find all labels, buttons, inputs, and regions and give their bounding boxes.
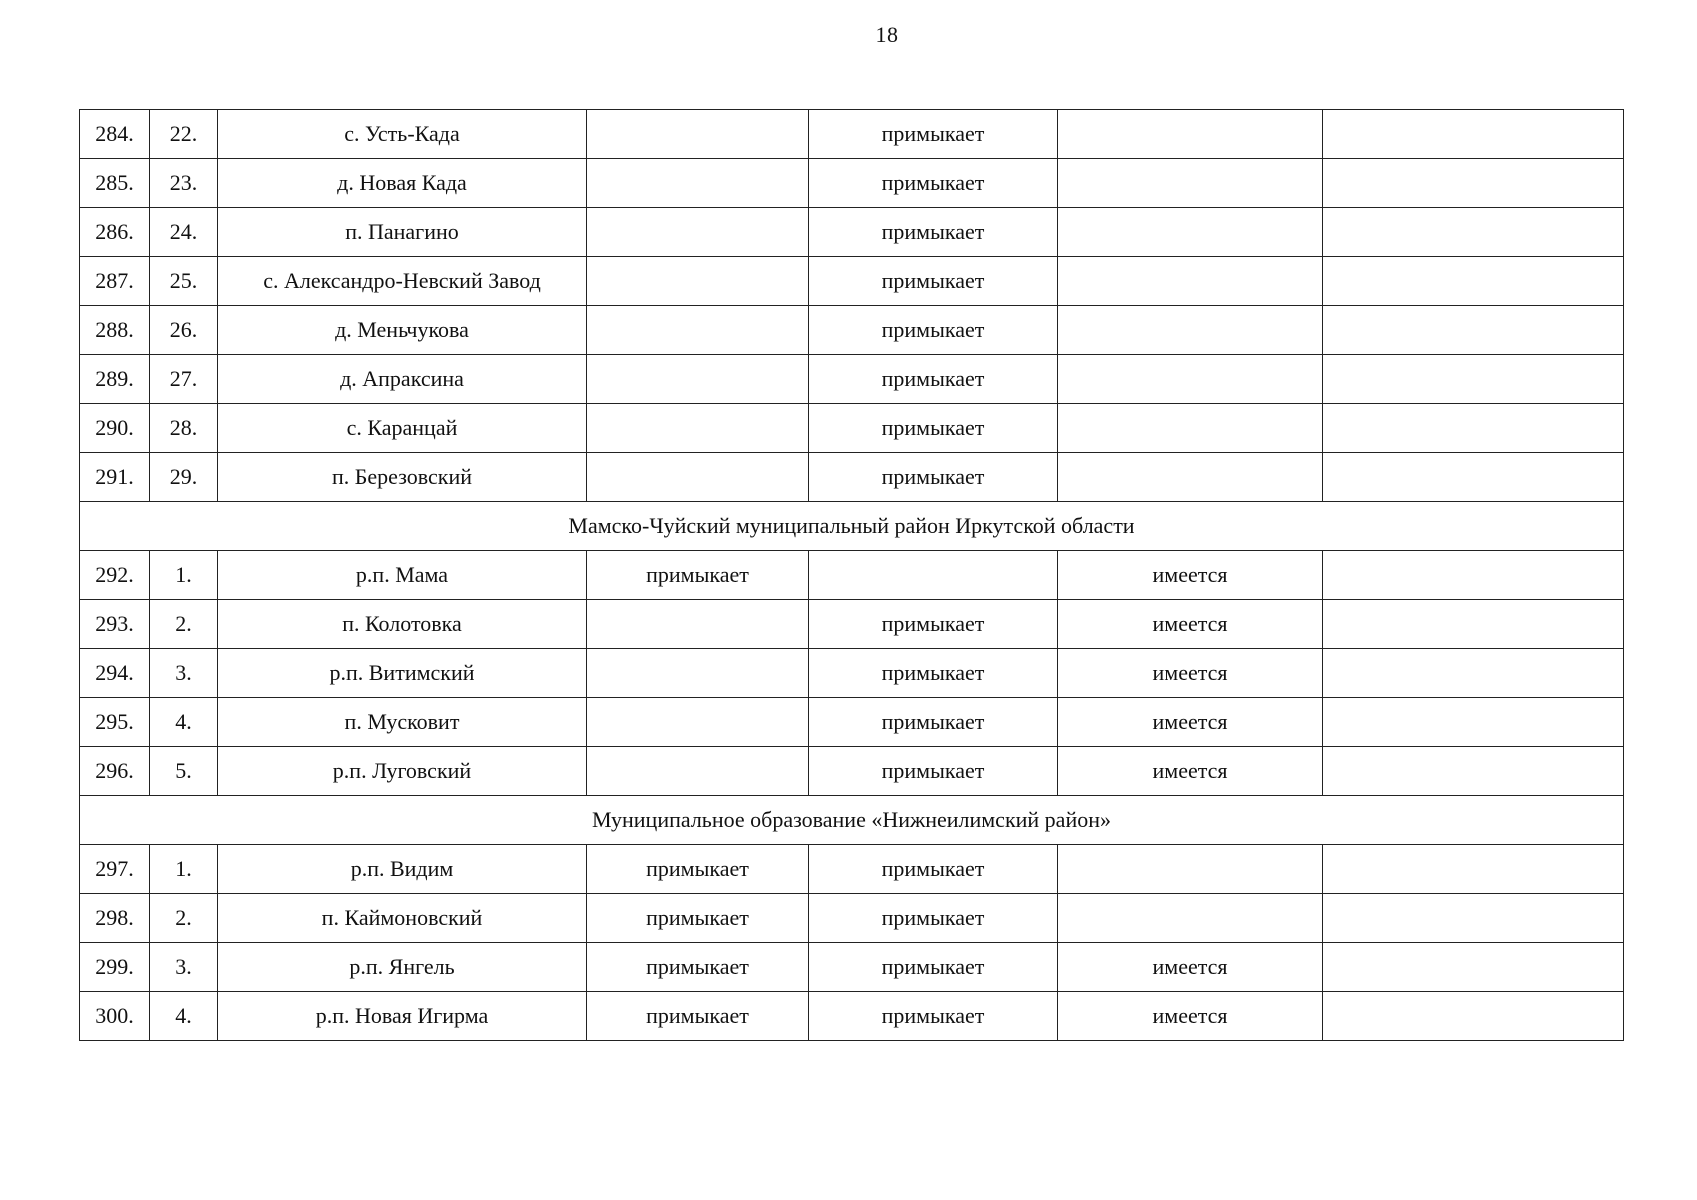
cell-col5: примыкает xyxy=(809,698,1058,747)
table-row xyxy=(80,306,1624,355)
settlement-name: р.п. Мама xyxy=(218,551,587,600)
cell-col6: имеется xyxy=(1058,551,1323,600)
table-row xyxy=(80,355,1624,404)
cell-col5: примыкает xyxy=(809,600,1058,649)
table-row xyxy=(80,845,1624,894)
settlement-name: р.п. Витимский xyxy=(218,649,587,698)
table-row xyxy=(80,257,1624,306)
sub-number: 5. xyxy=(150,747,218,796)
cell-col6 xyxy=(1058,159,1323,208)
row-number: 288. xyxy=(80,306,150,355)
cell-col6 xyxy=(1058,355,1323,404)
sub-number: 1. xyxy=(150,551,218,600)
cell-col7 xyxy=(1323,649,1624,698)
cell-col7 xyxy=(1323,453,1624,502)
cell-col4 xyxy=(587,355,809,404)
cell-col5: примыкает xyxy=(809,992,1058,1041)
row-number: 287. xyxy=(80,257,150,306)
settlement-name: с. Александро-Невский Завод xyxy=(218,257,587,306)
cell-col7 xyxy=(1323,600,1624,649)
cell-col5: примыкает xyxy=(809,894,1058,943)
cell-col6 xyxy=(1058,894,1323,943)
cell-col6: имеется xyxy=(1058,943,1323,992)
table-row xyxy=(80,747,1624,796)
table-row xyxy=(80,698,1624,747)
cell-col5: примыкает xyxy=(809,208,1058,257)
cell-col4 xyxy=(587,208,809,257)
row-number: 299. xyxy=(80,943,150,992)
settlements-table xyxy=(79,109,1624,1041)
cell-col7 xyxy=(1323,306,1624,355)
cell-col4 xyxy=(587,110,809,159)
cell-col6 xyxy=(1058,845,1323,894)
cell-col7 xyxy=(1323,208,1624,257)
sub-number: 4. xyxy=(150,698,218,747)
cell-col4: примыкает xyxy=(587,894,809,943)
row-number: 290. xyxy=(80,404,150,453)
cell-col6 xyxy=(1058,208,1323,257)
row-number: 296. xyxy=(80,747,150,796)
cell-col4 xyxy=(587,159,809,208)
settlement-name: п. Каймоновский xyxy=(218,894,587,943)
table-row xyxy=(80,943,1624,992)
settlement-name: д. Апраксина xyxy=(218,355,587,404)
row-number: 291. xyxy=(80,453,150,502)
cell-col4 xyxy=(587,453,809,502)
cell-col5: примыкает xyxy=(809,159,1058,208)
cell-col6: имеется xyxy=(1058,698,1323,747)
sub-number: 26. xyxy=(150,306,218,355)
settlement-name: д. Новая Када xyxy=(218,159,587,208)
settlement-name: с. Каранцай xyxy=(218,404,587,453)
cell-col4: примыкает xyxy=(587,551,809,600)
table-row xyxy=(80,208,1624,257)
cell-col7 xyxy=(1323,943,1624,992)
settlement-name: р.п. Луговский xyxy=(218,747,587,796)
cell-col4 xyxy=(587,306,809,355)
table-row xyxy=(80,453,1624,502)
sub-number: 24. xyxy=(150,208,218,257)
row-number: 289. xyxy=(80,355,150,404)
page-number: 18 xyxy=(875,22,899,47)
sub-number: 23. xyxy=(150,159,218,208)
cell-col5: примыкает xyxy=(809,649,1058,698)
settlement-name: п. Березовский xyxy=(218,453,587,502)
sub-number: 28. xyxy=(150,404,218,453)
table-body xyxy=(80,110,1624,1041)
cell-col5: примыкает xyxy=(809,257,1058,306)
cell-col7 xyxy=(1323,747,1624,796)
sub-number: 25. xyxy=(150,257,218,306)
sub-number: 2. xyxy=(150,600,218,649)
row-number: 286. xyxy=(80,208,150,257)
sub-number: 22. xyxy=(150,110,218,159)
sub-number: 27. xyxy=(150,355,218,404)
cell-col5: примыкает xyxy=(809,453,1058,502)
table-row xyxy=(80,894,1624,943)
row-number: 285. xyxy=(80,159,150,208)
cell-col4: примыкает xyxy=(587,943,809,992)
cell-col7 xyxy=(1323,257,1624,306)
cell-col7 xyxy=(1323,992,1624,1041)
section-title: Мамско-Чуйский муниципальный район Иркутской области xyxy=(80,502,1624,551)
cell-col7 xyxy=(1323,110,1624,159)
cell-col5: примыкает xyxy=(809,943,1058,992)
cell-col5: примыкает xyxy=(809,747,1058,796)
cell-col6: имеется xyxy=(1058,600,1323,649)
cell-col5: примыкает xyxy=(809,355,1058,404)
row-number: 284. xyxy=(80,110,150,159)
cell-col7 xyxy=(1323,355,1624,404)
table-row xyxy=(80,600,1624,649)
cell-col6 xyxy=(1058,306,1323,355)
table-row xyxy=(80,649,1624,698)
cell-col6 xyxy=(1058,257,1323,306)
row-number: 292. xyxy=(80,551,150,600)
cell-col6: имеется xyxy=(1058,992,1323,1041)
row-number: 295. xyxy=(80,698,150,747)
cell-col6 xyxy=(1058,453,1323,502)
cell-col7 xyxy=(1323,894,1624,943)
row-number: 294. xyxy=(80,649,150,698)
cell-col5: примыкает xyxy=(809,306,1058,355)
cell-col7 xyxy=(1323,845,1624,894)
settlement-name: п. Панагино xyxy=(218,208,587,257)
cell-col4 xyxy=(587,257,809,306)
row-number: 298. xyxy=(80,894,150,943)
settlement-name: р.п. Новая Игирма xyxy=(218,992,587,1041)
cell-col7 xyxy=(1323,551,1624,600)
sub-number: 3. xyxy=(150,943,218,992)
section-header-row xyxy=(80,796,1624,845)
table-row xyxy=(80,159,1624,208)
cell-col5: примыкает xyxy=(809,110,1058,159)
row-number: 293. xyxy=(80,600,150,649)
cell-col4 xyxy=(587,404,809,453)
table-row xyxy=(80,404,1624,453)
settlement-name: р.п. Видим xyxy=(218,845,587,894)
cell-col7 xyxy=(1323,404,1624,453)
cell-col5 xyxy=(809,551,1058,600)
table-row xyxy=(80,992,1624,1041)
sub-number: 4. xyxy=(150,992,218,1041)
cell-col7 xyxy=(1323,698,1624,747)
cell-col5: примыкает xyxy=(809,845,1058,894)
settlement-name: п. Колотовка xyxy=(218,600,587,649)
section-header-row xyxy=(80,502,1624,551)
settlement-name: р.п. Янгель xyxy=(218,943,587,992)
cell-col4: примыкает xyxy=(587,992,809,1041)
row-number: 297. xyxy=(80,845,150,894)
cell-col4 xyxy=(587,698,809,747)
sub-number: 1. xyxy=(150,845,218,894)
table-row xyxy=(80,110,1624,159)
row-number: 300. xyxy=(80,992,150,1041)
cell-col4: примыкает xyxy=(587,845,809,894)
cell-col6 xyxy=(1058,110,1323,159)
sub-number: 2. xyxy=(150,894,218,943)
cell-col4 xyxy=(587,747,809,796)
settlement-name: д. Меньчукова xyxy=(218,306,587,355)
cell-col5: примыкает xyxy=(809,404,1058,453)
sub-number: 29. xyxy=(150,453,218,502)
table-row xyxy=(80,551,1624,600)
cell-col6: имеется xyxy=(1058,747,1323,796)
section-title: Муниципальное образование «Нижнеилимский район» xyxy=(80,796,1624,845)
cell-col4 xyxy=(587,649,809,698)
cell-col7 xyxy=(1323,159,1624,208)
cell-col6 xyxy=(1058,404,1323,453)
cell-col6: имеется xyxy=(1058,649,1323,698)
cell-col4 xyxy=(587,600,809,649)
settlement-name: с. Усть-Када xyxy=(218,110,587,159)
settlement-name: п. Мусковит xyxy=(218,698,587,747)
sub-number: 3. xyxy=(150,649,218,698)
